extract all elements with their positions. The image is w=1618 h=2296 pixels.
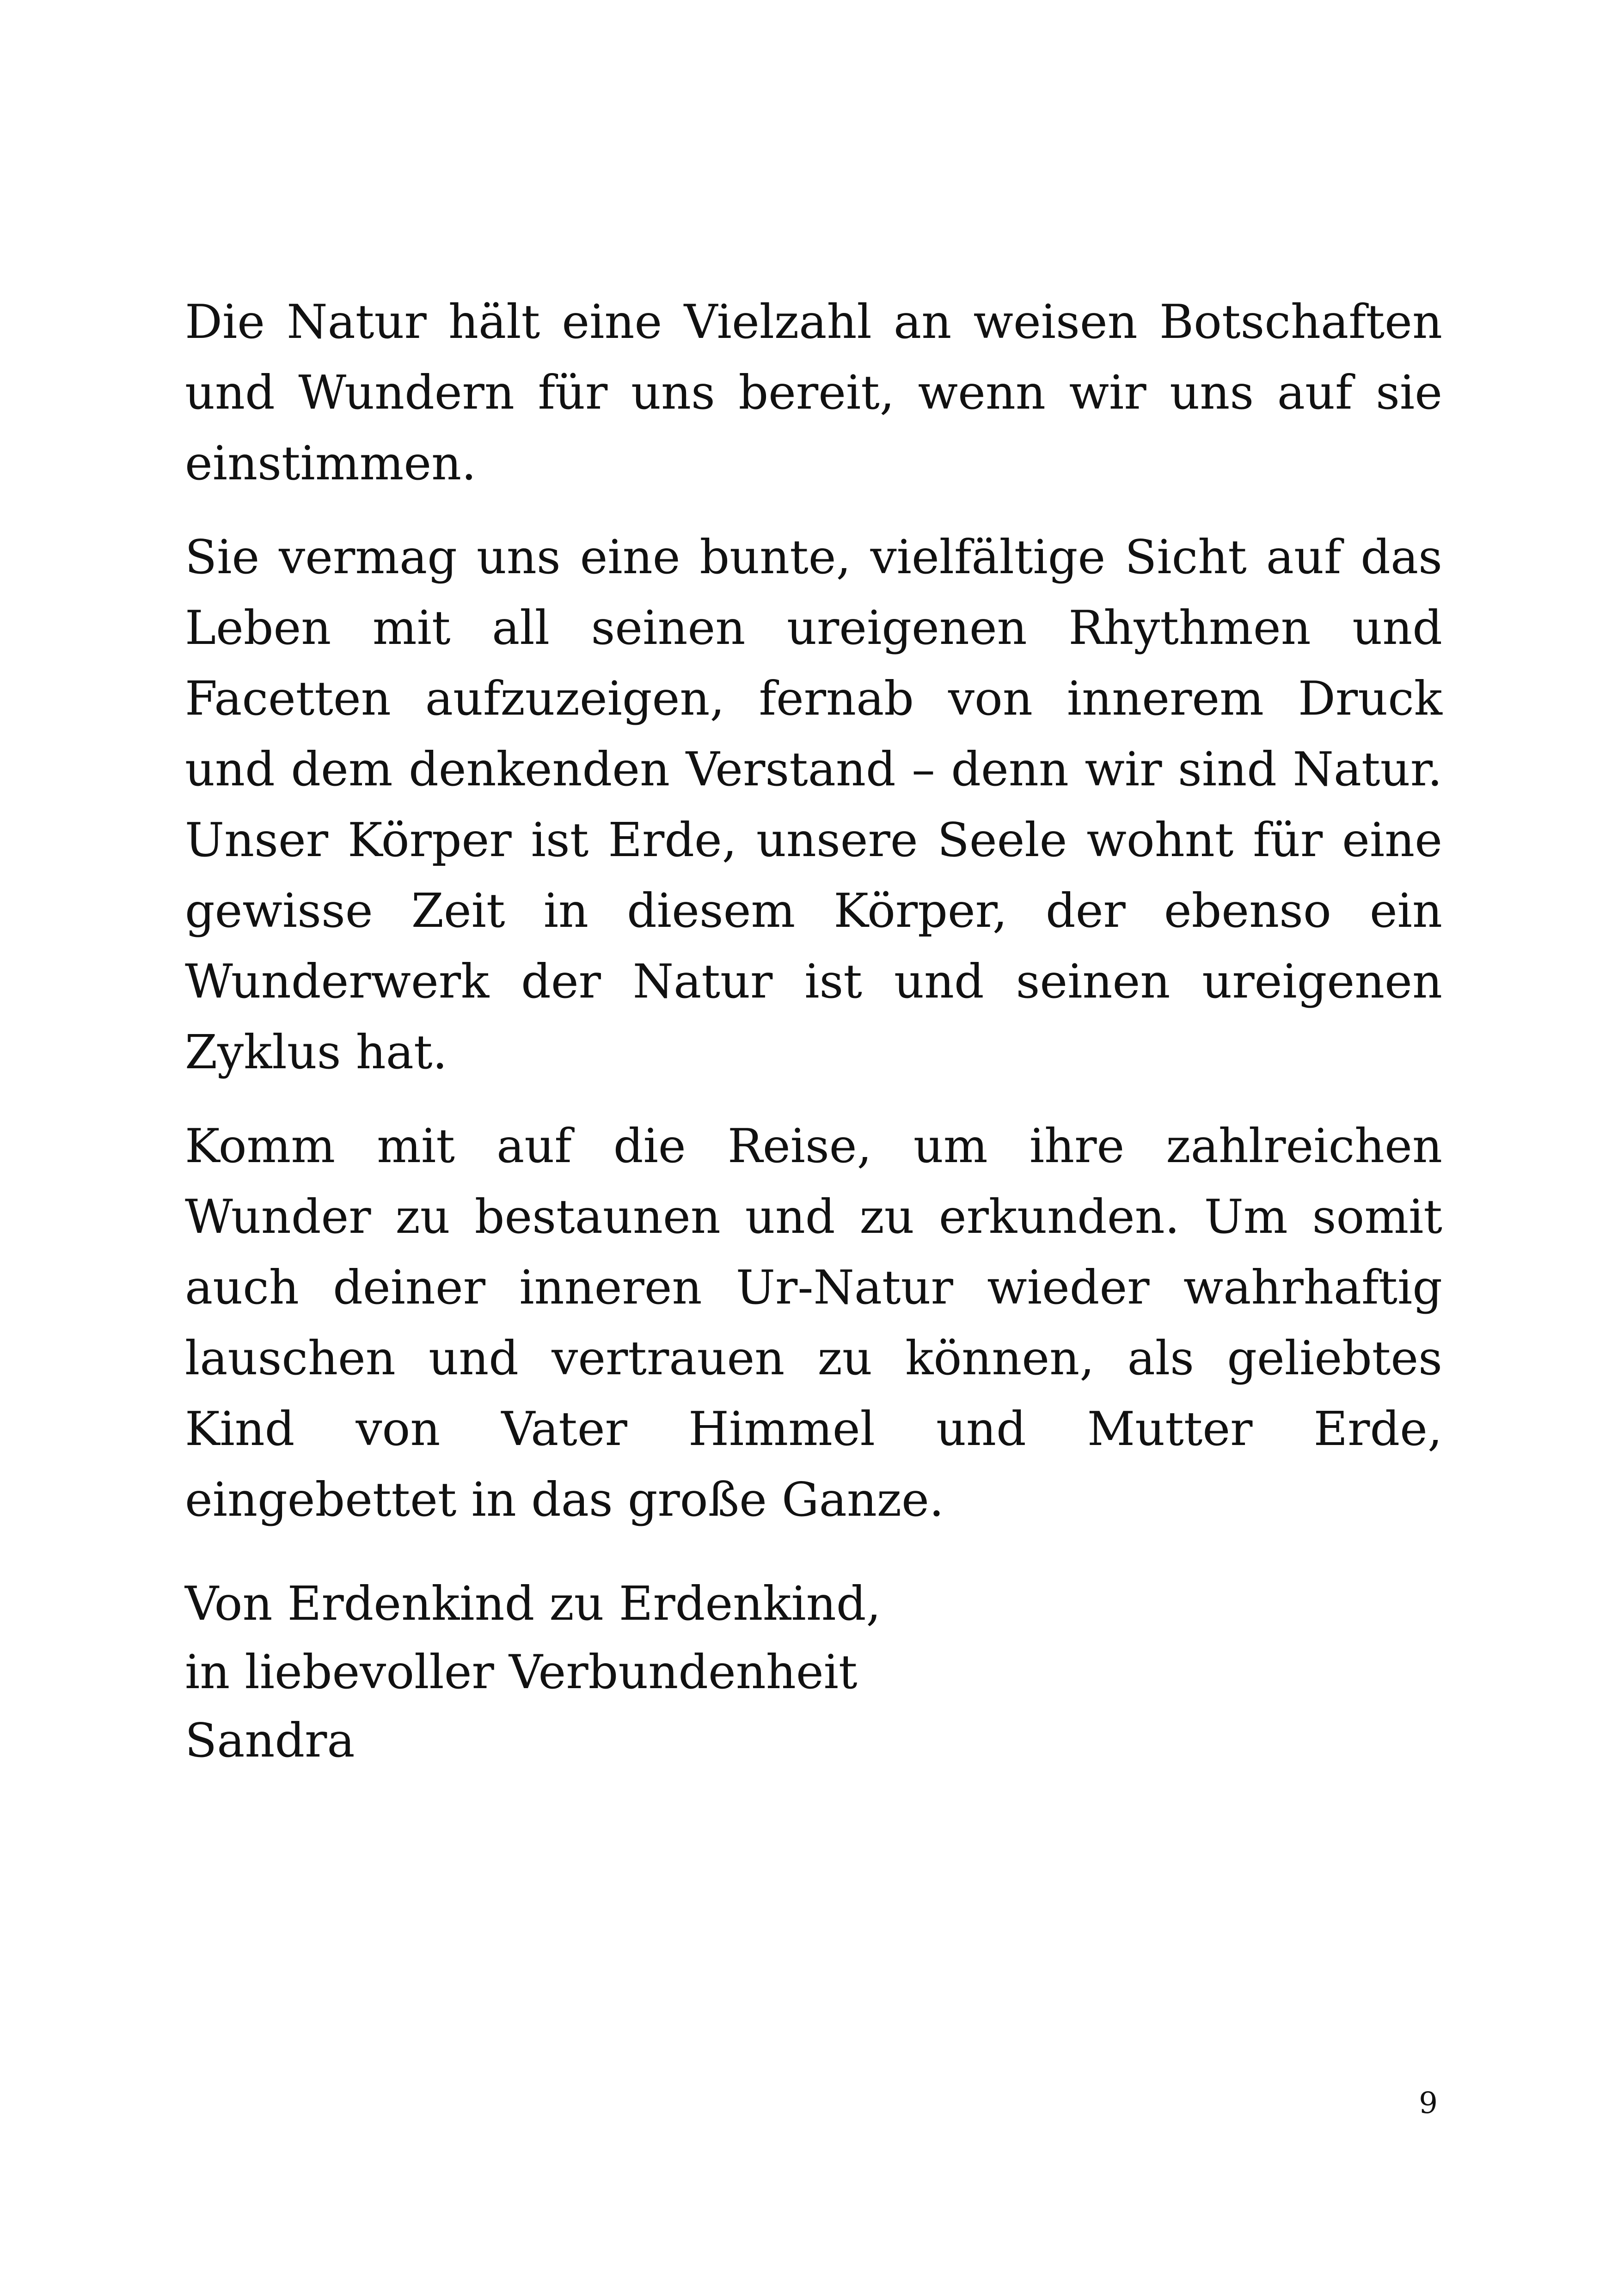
paragraph-2: Sie vermag uns eine bunte, vielfältige Sicht auf das Leben mit all seinen ureigenen Rhythmen und Facetten aufzuzeigen, fernab von innerem Druck und dem denkenden Verstand – denn wir sind Natur. Unser Körper ist Erde, unsere Seele wohnt für eine gewisse Zeit in diesem Körper, der ebenso ein Wunderwerk der Natur ist und seinen ureigenen Zyklus hat. <box>185 530 1442 1079</box>
paragraph-1: Die Natur hält eine Vielzahl an weisen Botschaften und Wundern für uns bereit, wenn wir uns auf sie einstimmen. <box>185 294 1442 490</box>
paragraph-3: Komm mit auf die Reise, um ihre zahlreichen Wunder zu bestaunen und zu erkunden. Um somit auch deiner inneren Ur-Natur wieder wahrhaftig lauschen und vertrauen zu können, als geliebtes Kind von Vater Himmel und Mutter Erde, eingebettet in das große Ganze. <box>185 1119 1442 1527</box>
page-number: 9 <box>1419 2086 1438 2120</box>
closing-line-2: in liebevoller Verbundenheit <box>185 1645 858 1699</box>
signature-name: Sandra <box>185 1713 355 1768</box>
closing-line-1: Von Erdenkind zu Erdenkind, <box>185 1576 881 1631</box>
closing-signature <box>185 1569 1442 1775</box>
body-text <box>185 287 1442 1558</box>
